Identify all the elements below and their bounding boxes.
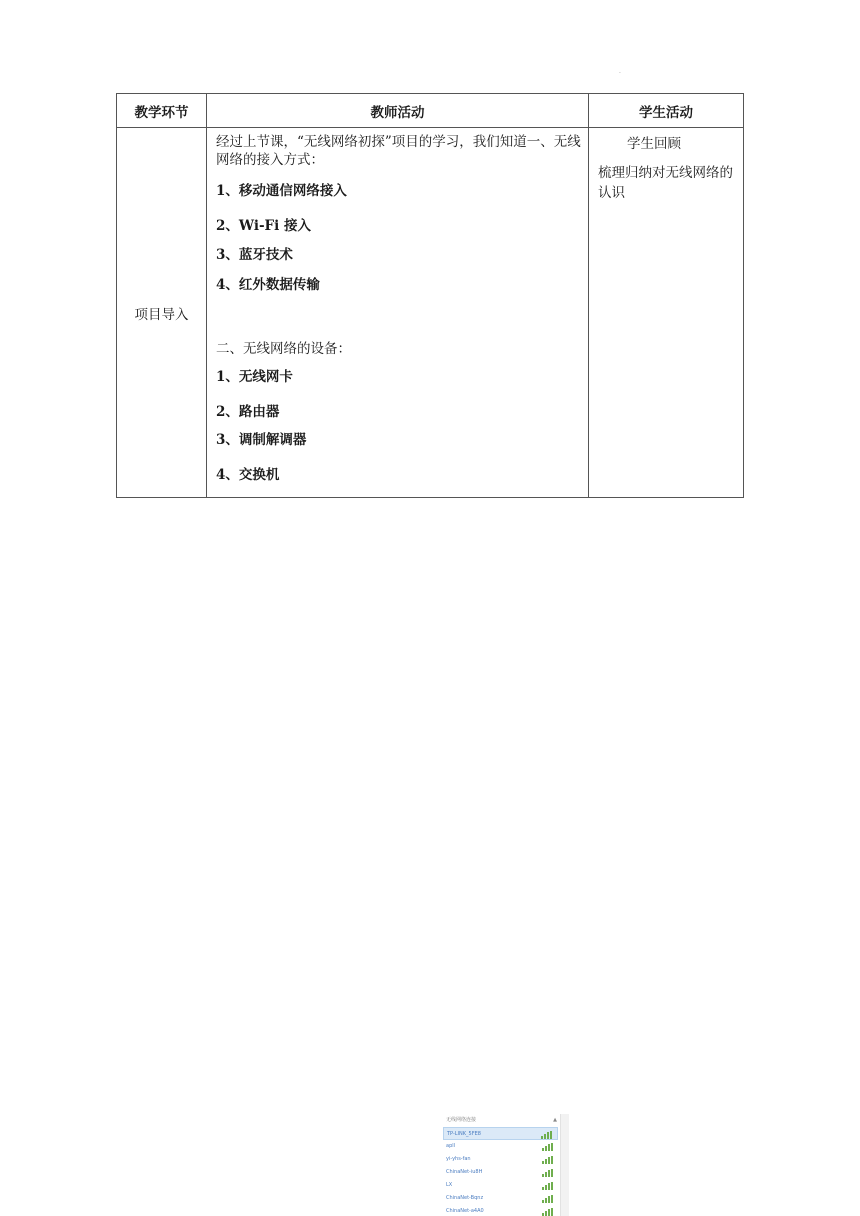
device-item: 2、路由器 bbox=[216, 404, 280, 420]
table-row bbox=[117, 128, 744, 498]
wifi-network-item[interactable] bbox=[443, 1140, 558, 1153]
teacher-activity-cell bbox=[207, 128, 589, 498]
table-header-row bbox=[117, 94, 744, 128]
student-review: 学生回顾 bbox=[627, 136, 681, 152]
wifi-network-name: ChinaNet-iu8H bbox=[446, 1169, 483, 1175]
header-teacher-activity: 教师活动 bbox=[207, 94, 589, 128]
teacher-intro: 经过上节课，“无线网络初探”项目的学习，我们知道一、无线网络的接入方式： bbox=[216, 134, 581, 168]
wifi-network-name: TP-LINK_5FE8 bbox=[447, 1131, 481, 1137]
wifi-network-name: ChinaNet-a4A0 bbox=[446, 1208, 484, 1214]
devices-heading: 二、无线网络的设备： bbox=[216, 341, 351, 357]
wifi-network-item[interactable] bbox=[443, 1127, 558, 1140]
wifi-list-screenshot bbox=[443, 1114, 569, 1216]
signal-strength-icon bbox=[541, 1131, 553, 1139]
signal-strength-icon bbox=[542, 1195, 554, 1203]
access-item: 1、移动通信网络接入 bbox=[216, 183, 347, 199]
wifi-network-item[interactable] bbox=[443, 1205, 558, 1216]
device-item: 4、交换机 bbox=[216, 467, 280, 483]
device-item: 1、无线网卡 bbox=[216, 369, 293, 385]
signal-strength-icon bbox=[542, 1143, 554, 1151]
wifi-network-item[interactable] bbox=[443, 1153, 558, 1166]
wifi-network-name: yi-yhs-fan bbox=[446, 1156, 471, 1162]
signal-strength-icon bbox=[542, 1182, 554, 1190]
signal-strength-icon bbox=[542, 1169, 554, 1177]
stage-cell: 项目导入 bbox=[117, 128, 207, 498]
wifi-list-header: 无线网络连接 bbox=[446, 1117, 477, 1123]
signal-strength-icon bbox=[542, 1208, 554, 1216]
page-mark: · bbox=[619, 70, 621, 77]
wifi-network-item[interactable] bbox=[443, 1179, 558, 1192]
student-activity-cell bbox=[589, 128, 744, 498]
wifi-network-name: apll bbox=[446, 1143, 456, 1149]
access-item: 4、红外数据传输 bbox=[216, 277, 320, 293]
wifi-scrollbar bbox=[560, 1114, 569, 1216]
wifi-network-name: ChinaNet-Bqnz bbox=[446, 1195, 484, 1201]
wifi-network-item[interactable] bbox=[443, 1166, 558, 1179]
student-summary: 梳理归纳对无线网络的认识 bbox=[598, 165, 733, 201]
access-item: 3、蓝牙技术 bbox=[216, 247, 293, 263]
header-student-activity: 学生活动 bbox=[589, 94, 744, 128]
access-item: 2、Wi-Fi 接入 bbox=[216, 218, 311, 234]
collapse-caret-icon: ▲ bbox=[553, 1117, 557, 1123]
lesson-plan-table bbox=[116, 93, 744, 498]
wifi-network-item[interactable] bbox=[443, 1192, 558, 1205]
signal-strength-icon bbox=[542, 1156, 554, 1164]
device-item: 3、调制解调器 bbox=[216, 432, 307, 448]
header-stage: 教学环节 bbox=[117, 94, 207, 128]
wifi-network-name: LX bbox=[446, 1182, 453, 1188]
